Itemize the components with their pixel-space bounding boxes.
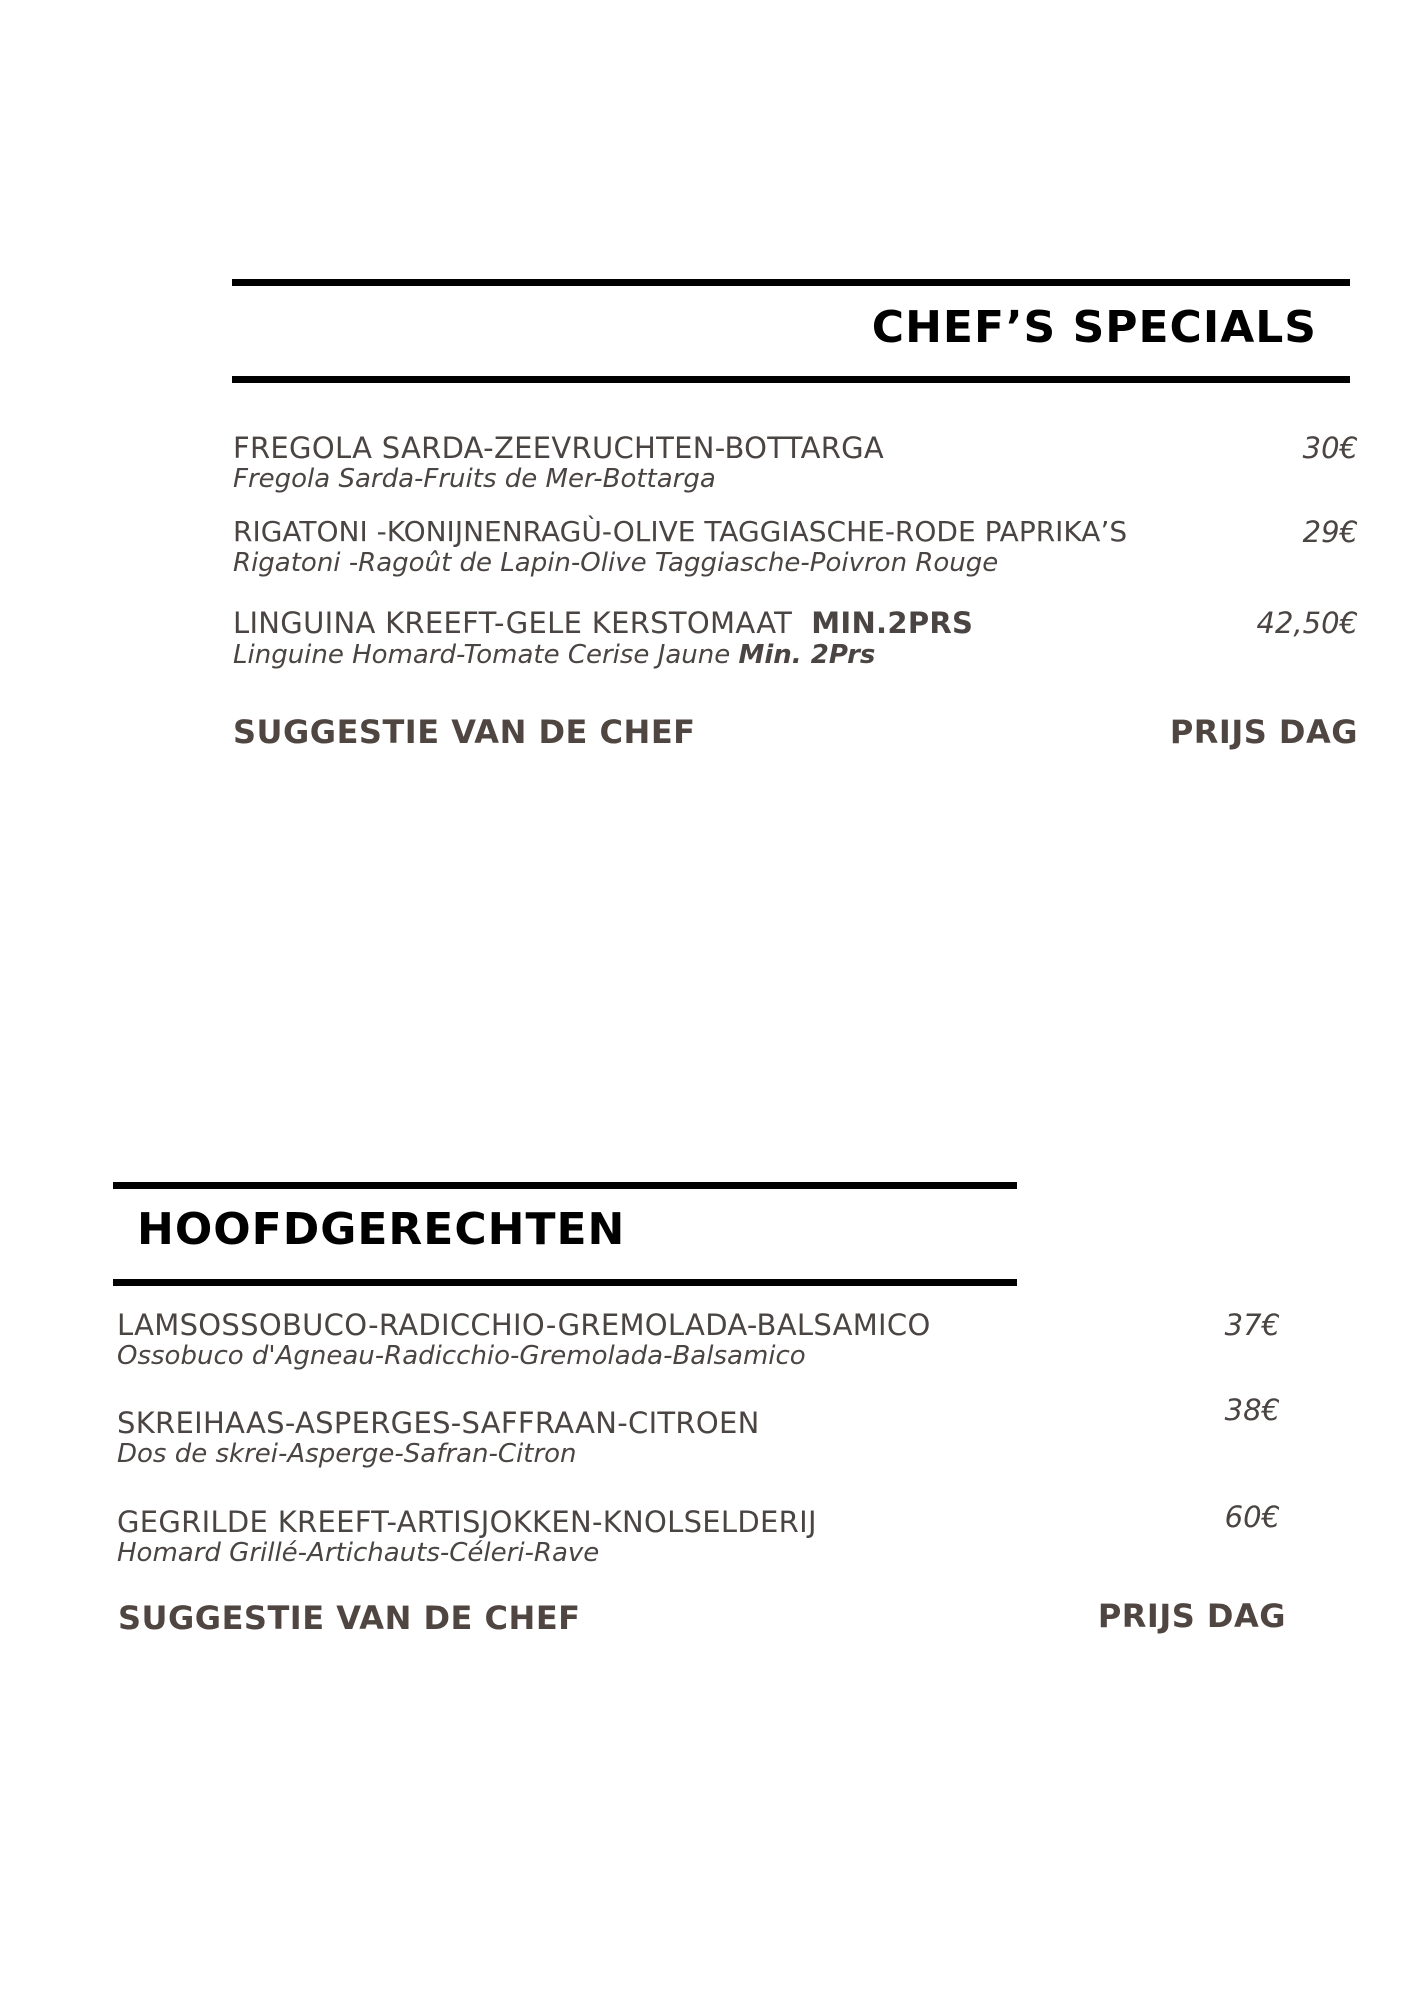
item-subtitle: Fregola Sarda-Fruits de Mer-Bottarga xyxy=(233,464,716,494)
hoofdgerechten-bottom-rule xyxy=(113,1279,1017,1286)
hoofdgerechten-top-rule xyxy=(113,1182,1017,1189)
item-price: 38€ xyxy=(1224,1393,1280,1427)
item-price: 37€ xyxy=(1224,1308,1280,1342)
hoofdgerechten-title: HOOFDGERECHTEN xyxy=(137,1204,626,1255)
item-name: LAMSOSSOBUCO-RADICCHIO-GREMOLADA-BALSAMICO xyxy=(117,1308,931,1342)
item-name: RIGATONI -KONIJNENRAGÙ-OLIVE TAGGIASCHE-RODE PAPRIKA’S xyxy=(233,515,1128,548)
item-subtitle xyxy=(233,642,875,668)
chef-suggestion-label: SUGGESTIE VAN DE CHEF xyxy=(118,1599,581,1637)
item-name-text: LINGUINA KREEFT-GELE KERSTOMAAT xyxy=(233,606,793,640)
minimum-persons-note: MIN.2PRS xyxy=(811,606,974,640)
item-price: 29€ xyxy=(1302,515,1358,549)
chefs-specials-bottom-rule xyxy=(232,376,1350,383)
chef-suggestion-price: PRIJS DAG xyxy=(1097,1597,1286,1635)
item-price: 60€ xyxy=(1224,1500,1280,1534)
item-name: SKREIHAAS-ASPERGES-SAFFRAAN-CITROEN xyxy=(117,1406,760,1440)
chefs-specials-title: CHEF’S SPECIALS xyxy=(871,302,1317,353)
item-name xyxy=(233,606,974,640)
minimum-persons-subnote: Min. 2Prs xyxy=(738,640,876,670)
item-subtitle: Homard Grillé-Artichauts-Céleri-Rave xyxy=(117,1538,600,1568)
item-name: GEGRILDE KREEFT-ARTISJOKKEN-KNOLSELDERIJ xyxy=(117,1505,817,1539)
item-price: 30€ xyxy=(1302,431,1358,465)
item-subtitle: Ossobuco d'Agneau-Radicchio-Gremolada-Balsamico xyxy=(117,1341,806,1371)
item-subtitle: Rigatoni -Ragoût de Lapin-Olive Taggiasche-Poivron Rouge xyxy=(233,548,999,578)
item-name: FREGOLA SARDA-ZEEVRUCHTEN-BOTTARGA xyxy=(233,431,885,465)
chef-suggestion-label: SUGGESTIE VAN DE CHEF xyxy=(233,713,696,751)
item-price: 42,50€ xyxy=(1256,606,1358,640)
chef-suggestion-price: PRIJS DAG xyxy=(1169,713,1358,751)
chefs-specials-top-rule xyxy=(232,279,1350,286)
item-subtitle: Dos de skrei-Asperge-Safran-Citron xyxy=(117,1439,577,1469)
item-subtitle-text: Linguine Homard-Tomate Cerise Jaune xyxy=(233,640,731,670)
